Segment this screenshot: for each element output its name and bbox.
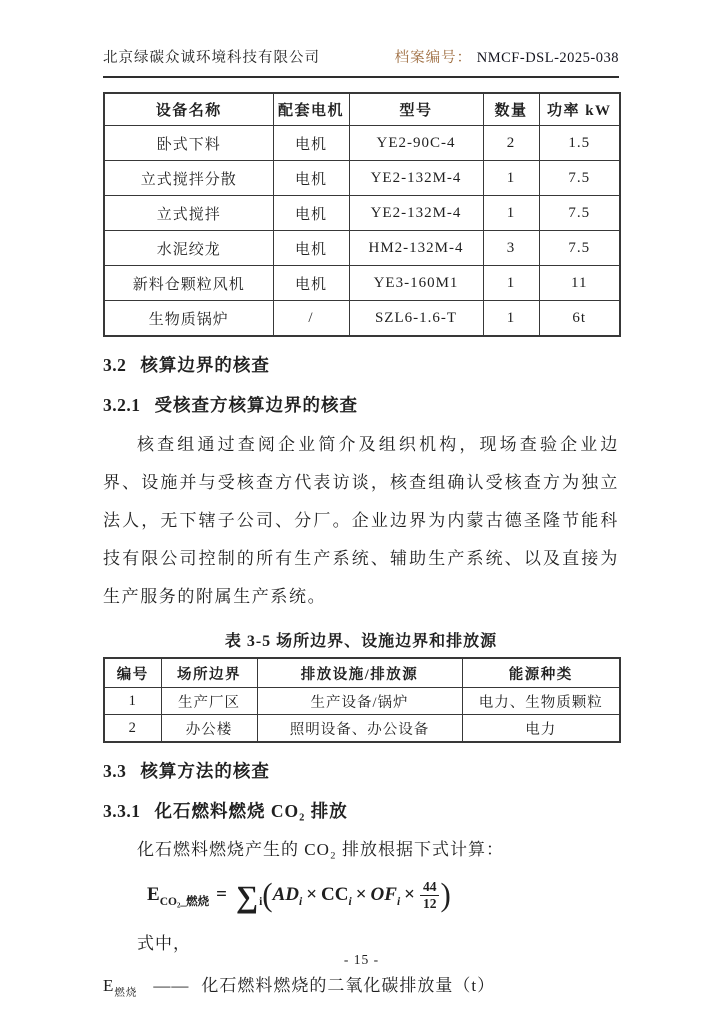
section-title: 受核查方核算边界的核查 xyxy=(154,395,358,415)
col-header: 功率 kW xyxy=(539,93,620,126)
table-cell: 2 xyxy=(104,715,161,743)
table-cell: HM2-132M-4 xyxy=(349,231,483,266)
section-heading-3-3-1 xyxy=(103,798,619,823)
definition-text: 化石燃料燃烧的二氧化碳排放量（t） xyxy=(201,976,496,995)
table-header-row xyxy=(104,658,620,688)
section-number: 3.3 xyxy=(103,761,127,781)
table-cell: 1 xyxy=(104,688,161,715)
table-cell: 电机 xyxy=(273,161,349,196)
table-cell: 7.5 xyxy=(539,196,620,231)
col-header: 配套电机 xyxy=(273,93,349,126)
table-cell: 7.5 xyxy=(539,161,620,196)
table-cell: 照明设备、办公设备 xyxy=(257,715,462,743)
table-cell: 电力、生物质颗粒 xyxy=(462,688,620,715)
table-cell: YE2-132M-4 xyxy=(349,196,483,231)
co2-combustion-formula xyxy=(147,877,619,915)
table-cell: 立式搅拌分散 xyxy=(104,161,273,196)
table-cell: 1 xyxy=(483,161,539,196)
boundary-table-header xyxy=(104,658,620,688)
col-header: 能源种类 xyxy=(462,658,620,688)
table-row xyxy=(104,688,620,715)
times-sign: × xyxy=(355,884,367,905)
boundary-paragraph: 核查组通过查阅企业简介及组织机构，现场查验企业边界、设施并与受核查方代表访谈，核查组确认受核查方为独立法人，无下辖子公司、分厂。企业边界为内蒙古德圣隆节能科技有限公司控制的所有生产系统、辅助生产系统、以及直接为生产服务的附属生产系统。 xyxy=(103,435,619,606)
definition-symbol: E xyxy=(103,976,115,995)
table-cell: 卧式下料 xyxy=(104,126,273,161)
table-3-5-caption: 表 3-5 场所边界、设施边界和排放源 xyxy=(224,633,498,650)
col-header: 排放设施/排放源 xyxy=(257,658,462,688)
col-header: 设备名称 xyxy=(104,93,273,126)
table-cell: 生物质锅炉 xyxy=(104,301,273,337)
times-sign: × xyxy=(404,884,415,905)
formula-lhs-subscript: CO₂_燃烧 xyxy=(159,895,210,908)
col-header: 型号 xyxy=(349,93,483,126)
section-heading-3-2 xyxy=(103,352,619,377)
term-cc: CC xyxy=(321,884,349,905)
archive-label: 档案编号： xyxy=(394,50,473,66)
table-cell: / xyxy=(273,301,349,337)
company-name: 北京绿碳众诚环境科技有限公司 xyxy=(103,50,320,66)
table-cell: YE2-132M-4 xyxy=(349,161,483,196)
table-cell: 1.5 xyxy=(539,126,620,161)
left-paren: ( xyxy=(262,876,273,913)
table-cell: 3 xyxy=(483,231,539,266)
table-cell: 7.5 xyxy=(539,231,620,266)
table-row xyxy=(104,266,620,301)
equals-sign: = xyxy=(216,884,227,905)
section-number: 3.2 xyxy=(103,355,127,375)
term-ad: AD xyxy=(272,884,300,905)
section-title: 核算边界的核查 xyxy=(140,355,270,375)
sigma-symbol: ∑ xyxy=(235,879,259,914)
boundary-table xyxy=(103,657,621,743)
table-row xyxy=(104,196,620,231)
table-cell: 电机 xyxy=(273,231,349,266)
table-cell: 6t xyxy=(539,301,620,337)
archive-value: NMCF-DSL-2025-038 xyxy=(476,50,619,66)
term-of-subscript: i xyxy=(396,895,401,908)
table-cell: 2 xyxy=(483,126,539,161)
table-cell: 生产厂区 xyxy=(161,688,257,715)
table-cell: 电机 xyxy=(273,196,349,231)
table-cell: 办公楼 xyxy=(161,715,257,743)
page-number: - 15 - xyxy=(343,952,380,967)
equipment-table-body xyxy=(104,126,620,337)
term-of: OF xyxy=(370,884,397,905)
definition-dash: —— xyxy=(153,976,190,995)
table-row xyxy=(104,715,620,743)
section-number: 3.2.1 xyxy=(103,395,141,415)
symbol-definition xyxy=(103,971,619,999)
section-number: 3.3.1 xyxy=(103,801,141,821)
fraction-numerator: 44 xyxy=(420,879,440,896)
equipment-table xyxy=(103,92,621,337)
equipment-table-header xyxy=(104,93,620,126)
table-cell: 1 xyxy=(483,266,539,301)
section-heading-3-2-1 xyxy=(103,392,619,417)
table-row xyxy=(104,301,620,337)
table-cell: 电机 xyxy=(273,266,349,301)
where-label: 式中， xyxy=(137,934,191,953)
fraction-denominator: 12 xyxy=(422,896,437,912)
term-ad-subscript: i xyxy=(299,895,303,908)
boundary-table-body xyxy=(104,688,620,743)
table-header-row xyxy=(104,93,620,126)
section-heading-3-3 xyxy=(103,758,619,783)
table-row xyxy=(104,126,620,161)
right-paren: ) xyxy=(440,876,451,913)
table-cell: 1 xyxy=(483,301,539,337)
table-row xyxy=(104,161,620,196)
table-cell: SZL6-1.6-T xyxy=(349,301,483,337)
col-header: 场所边界 xyxy=(161,658,257,688)
table-cell: 1 xyxy=(483,196,539,231)
col-header: 编号 xyxy=(104,658,161,688)
section-title: 核算方法的核查 xyxy=(140,761,270,781)
table-cell: 水泥绞龙 xyxy=(104,231,273,266)
page-content xyxy=(103,0,619,999)
times-sign: × xyxy=(306,884,318,905)
table-cell: 11 xyxy=(539,266,620,301)
table-cell: 立式搅拌 xyxy=(104,196,273,231)
col-header: 数量 xyxy=(483,93,539,126)
formula-intro: 化石燃料燃烧产生的 CO₂ 排放根据下式计算： xyxy=(137,840,505,859)
table-cell: YE2-90C-4 xyxy=(349,126,483,161)
table-row xyxy=(104,231,620,266)
formula-lhs: E xyxy=(147,884,160,905)
document-header xyxy=(103,0,619,78)
table-cell: 生产设备/锅炉 xyxy=(257,688,462,715)
definition-symbol-subscript: 燃烧 xyxy=(114,987,138,999)
table-cell: 电力 xyxy=(462,715,620,743)
fraction-44-12 xyxy=(420,879,440,912)
sigma-subscript: i xyxy=(259,895,263,908)
archive-number xyxy=(395,46,619,67)
table-cell: YE3-160M1 xyxy=(349,266,483,301)
table-cell: 电机 xyxy=(273,126,349,161)
term-cc-subscript: i xyxy=(348,895,352,908)
section-title: 化石燃料燃烧 CO₂ 排放 xyxy=(154,801,348,821)
table-cell: 新料仓颗粒风机 xyxy=(104,266,273,301)
